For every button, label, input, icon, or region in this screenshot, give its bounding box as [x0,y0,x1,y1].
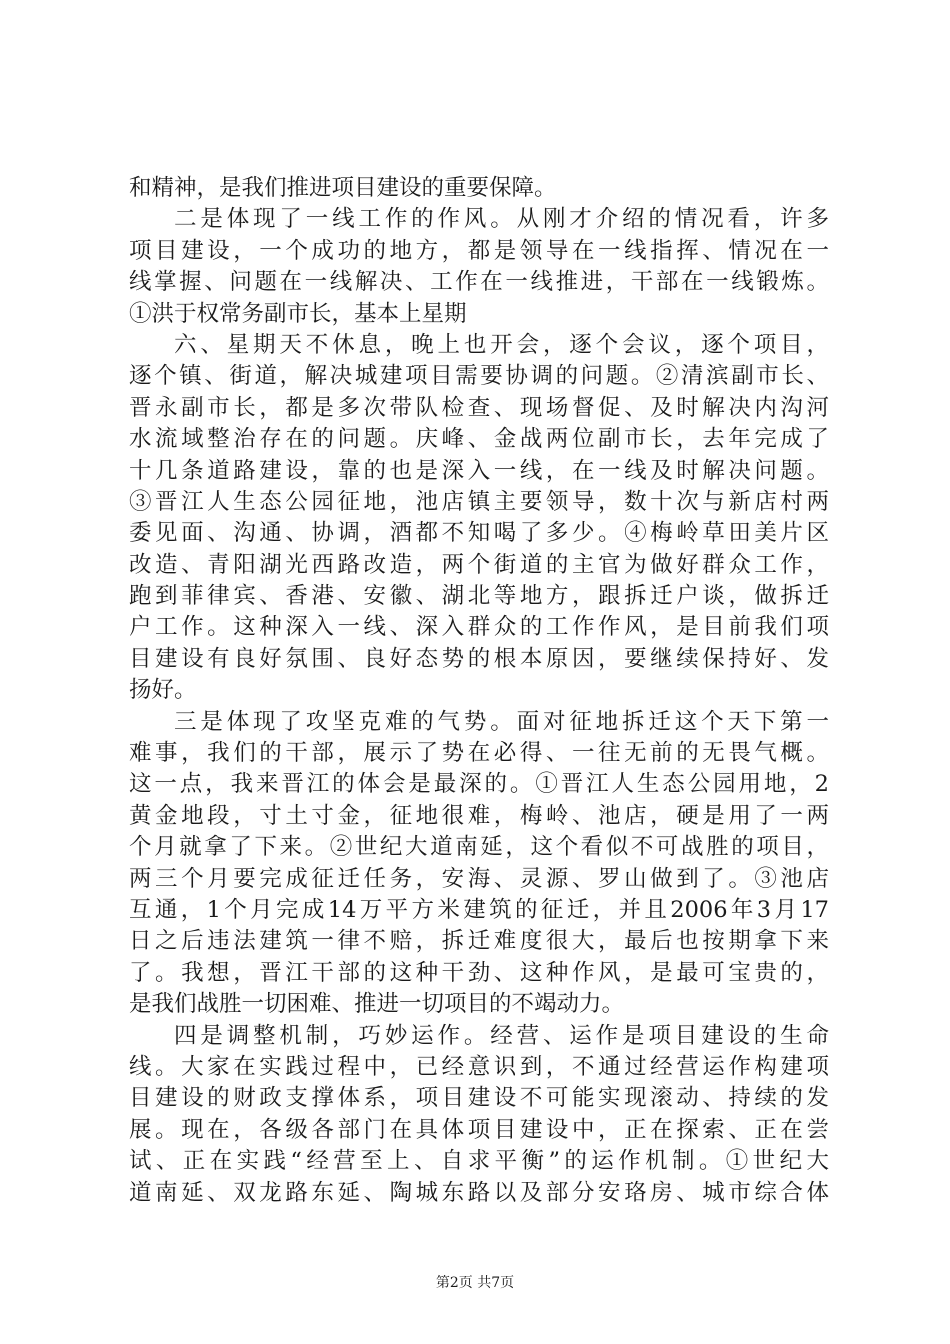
text-line: 试、正在实践“经营至上、自求平衡”的运作机制。①世纪大 [129,1148,829,1175]
text-line: 展。现在，各级各部门在具体项目建设中，正在探索、正在尝 [129,1116,829,1143]
text-line: 黄金地段，寸土寸金，征地很难，梅岭、池店，硬是用了一两 [129,802,829,829]
text-line: 难事，我们的干部，展示了势在必得、一往无前的无畏气概。 [129,740,829,767]
text-line: 道南延、双龙路东延、陶城东路以及部分安珞房、城市综合体 [129,1179,829,1206]
text-line: 日之后违法建筑一律不赔，拆迁难度很大，最后也按期拿下来 [129,928,829,955]
text-line: 这一点，我来晋江的体会是最深的。①晋江人生态公园用地，2 [129,771,829,798]
text-line: 十几条道路建设，靠的也是深入一线，在一线及时解决问题。 [129,457,829,484]
text-line: 了。我想，晋江干部的这种干劲、这种作风，是最可宝贵的， [129,959,829,986]
text-line: 线掌握、问题在一线解决、工作在一线推进，干部在一线锻炼。 [129,269,829,296]
text-line: 和精神，是我们推进项目建设的重要保障。 [129,175,557,201]
text-line: 两三个月要完成征迁任务，安海、灵源、罗山做到了。③池店 [129,865,829,892]
text-line: ①洪于权常务副市长，基本上星期 [129,300,467,327]
text-line: ③晋江人生态公园征地，池店镇主要领导，数十次与新店村两 [129,488,829,515]
text-line: 个月就拿了下来。②世纪大道南延，这个看似不可战胜的项目， [129,834,829,861]
text-line: 是我们战胜一切困难、推进一切项目的不竭动力。 [129,991,625,1018]
text-line: 委见面、沟通、协调，酒都不知喝了多少。④梅岭草田美片区 [129,520,829,547]
text-line: 互通，1个月完成14万平方米建筑的征迁，并且2006年3月17 [129,896,829,923]
text-line: 扬好。 [129,677,197,704]
text-line: 三是体现了攻坚克难的气势。面对征地拆迁这个天下第一 [174,708,829,735]
text-line: 逐个镇、街道，解决城建项目需要协调的问题。②清滨副市长、 [129,363,829,390]
text-line: 改造、青阳湖光西路改造，两个街道的主官为做好群众工作， [129,551,829,578]
text-line: 线。大家在实践过程中，已经意识到，不通过经营运作构建项 [129,1053,829,1080]
text-line: 目建设的财政支撑体系，项目建设不可能实现滚动、持续的发 [129,1085,829,1112]
text-line: 六、星期天不休息，晚上也开会，逐个会议，逐个项目， [174,331,829,358]
text-line: 水流域整治存在的问题。庆峰、金战两位副市长，去年完成了 [129,426,829,453]
text-line: 户工作。这种深入一线、深入群众的工作作风，是目前我们项 [129,614,829,641]
text-line: 目建设有良好氛围、良好态势的根本原因，要继续保持好、发 [129,645,829,672]
body-text [129,173,829,1209]
text-line: 四是调整机制，巧妙运作。经营、运作是项目建设的生命 [174,1022,829,1049]
text-line: 二是体现了一线工作的作风。从刚才介绍的情况看，许多 [174,206,829,233]
text-line: 项目建设，一个成功的地方，都是领导在一线指挥、情况在一 [129,237,829,264]
text-line: 晋永副市长，都是多次带队检查、现场督促、及时解决内沟河 [129,394,829,421]
text-line: 跑到菲律宾、香港、安徽、湖北等地方，跟拆迁户谈，做拆迁 [129,583,829,610]
page-footer: 第2页 共7页 [435,1275,515,1291]
